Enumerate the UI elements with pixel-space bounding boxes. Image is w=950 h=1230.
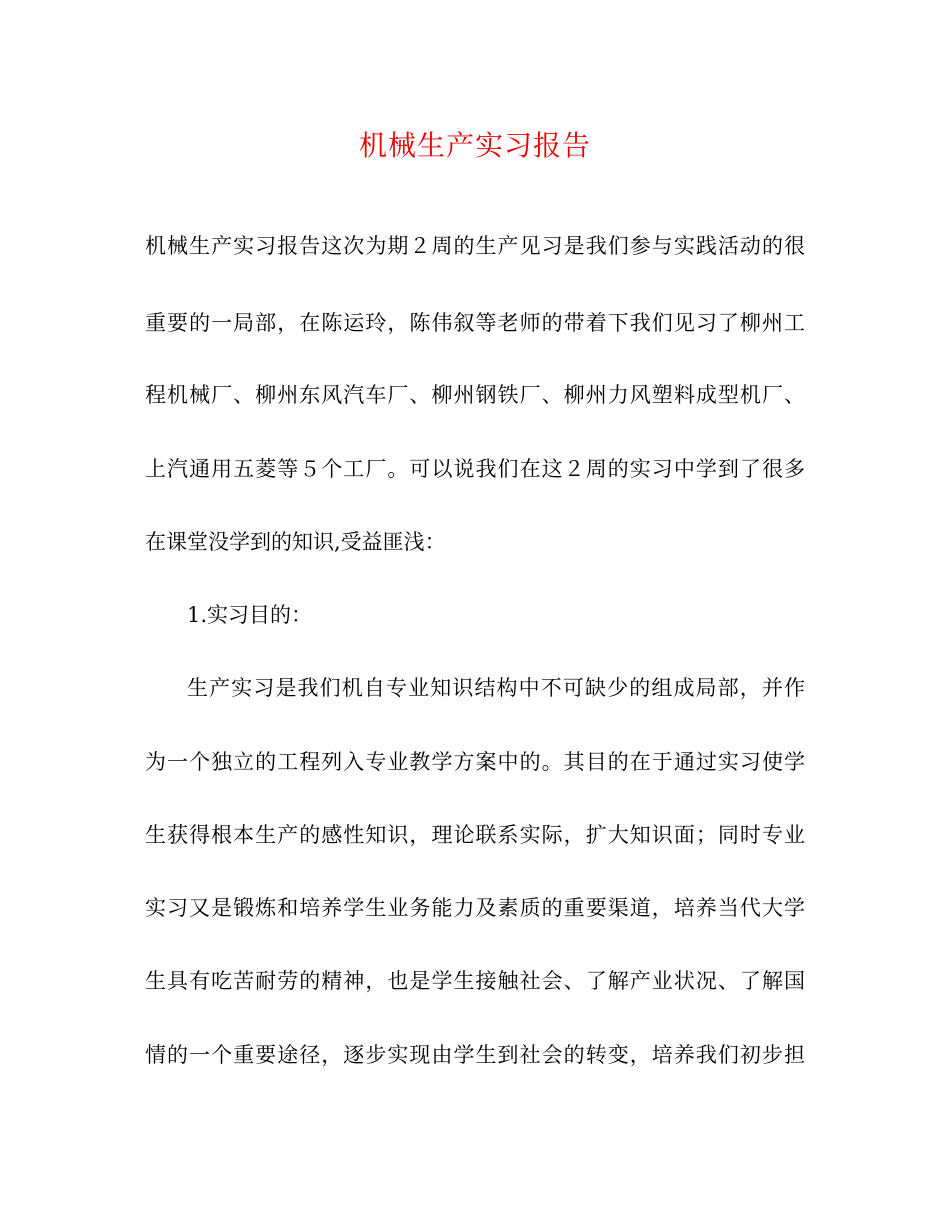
paragraph-line: 上汽通用五菱等５个工厂。可以说我们在这２周的实习中学到了很多 — [145, 457, 805, 481]
paragraph-line: 为一个独立的工程列入专业教学方案中的。其目的在于通过实习使学 — [145, 750, 805, 774]
paragraph-line: 程机械厂、柳州东风汽车厂、柳州钢铁厂、柳州力风塑料成型机厂、 — [145, 383, 805, 407]
document-title: 机械生产实习报告 — [358, 129, 591, 162]
paragraph-line: 实习又是锻炼和培养学生业务能力及素质的重要渠道，培养当代大学 — [145, 896, 805, 920]
paragraph-line: 在课堂没学到的知识,受益匪浅： — [145, 530, 446, 554]
paragraph-line: 生获得根本生产的感性知识，理论联系实际，扩大知识面；同时专业 — [145, 823, 805, 847]
paragraph-line: 情的一个重要途径，逐步实现由学生到社会的转变，培养我们初步担 — [145, 1043, 805, 1067]
paragraph-line: 生具有吃苦耐劳的精神，也是学生接触社会、了解产业状况、了解国 — [145, 969, 805, 993]
paragraph-line: 重要的一局部，在陈运玲，陈伟叙等老师的带着下我们见习了柳州工 — [145, 311, 805, 335]
section-heading: 1.实习目的： — [187, 603, 313, 627]
paragraph-line: 生产实习是我们机自专业知识结构中不可缺少的组成局部，并作 — [187, 676, 805, 700]
paragraph-line: 机械生产实习报告这次为期２周的生产见习是我们参与实践活动的很 — [145, 234, 805, 258]
